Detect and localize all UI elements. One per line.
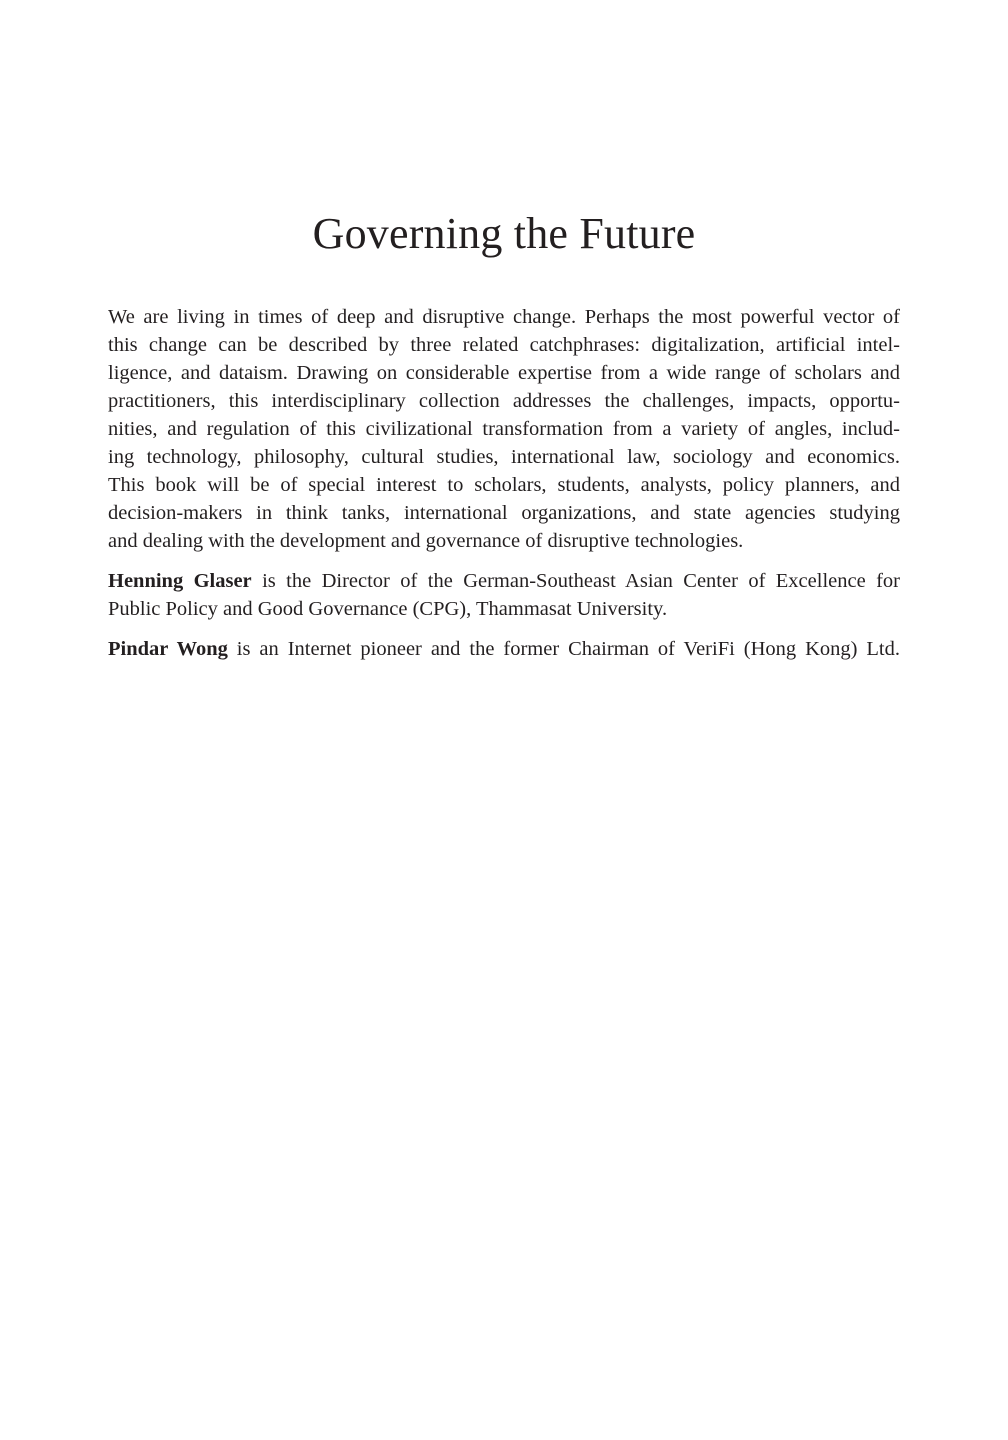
book-description xyxy=(108,303,900,555)
author-bio-line xyxy=(108,567,900,595)
description-line: decision-makers in think tanks, international organizations, and state agencies studying xyxy=(108,502,900,524)
author-name: Pindar Wong xyxy=(108,638,228,660)
description-line: This book will be of special interest to scholars, students, analysts, policy planners, and xyxy=(108,474,900,496)
description-line: practitioners, this interdisciplinary collection addresses the challenges, impacts, opportu- xyxy=(108,390,900,412)
author-bio-line: Public Policy and Good Governance (CPG), Thammasat University. xyxy=(108,598,668,620)
description-line: ing technology, philosophy, cultural studies, international law, sociology and economics. xyxy=(108,446,900,468)
author-name: Henning Glaser xyxy=(108,570,252,592)
book-description-block xyxy=(108,303,900,675)
author-bio-wong xyxy=(108,635,900,663)
author-bio-line xyxy=(108,635,900,663)
author-bio-text: is the Director of the German-Southeast Asian Center of Excellence for xyxy=(251,570,900,592)
book-title: Governing the Future xyxy=(312,209,696,258)
author-bio-text: is an Internet pioneer and the former Chairman of VeriFi (Hong Kong) Ltd. xyxy=(227,638,900,660)
description-line: ligence, and dataism. Drawing on considerable expertise from a wide range of scholars and xyxy=(108,362,900,384)
description-line: and dealing with the development and governance of disruptive technologies. xyxy=(108,530,744,552)
description-line: We are living in times of deep and disruptive change. Perhaps the most powerful vector of xyxy=(108,306,900,328)
description-line: this change can be described by three related catchphrases: digitalization, artificial intel- xyxy=(108,334,900,356)
author-bio-glaser xyxy=(108,567,900,623)
description-line: nities, and regulation of this civilizational transformation from a variety of angles, includ- xyxy=(108,418,900,440)
